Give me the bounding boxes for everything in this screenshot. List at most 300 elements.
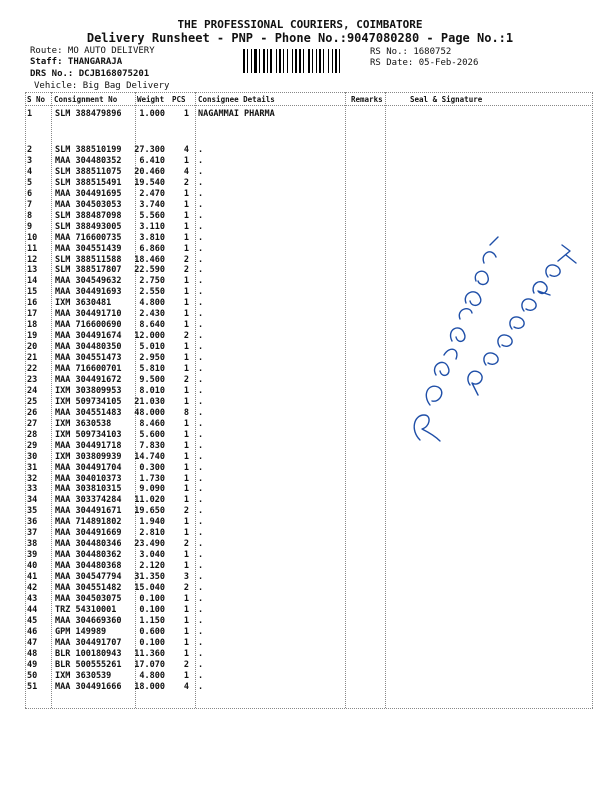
row-consignee: . (198, 429, 204, 440)
row-weight: 21.030 (134, 396, 165, 407)
row-sno: 15 (27, 287, 38, 298)
table-row (25, 660, 593, 670)
barcode-bar (328, 49, 329, 73)
row-consignment: MAA 716600735 (55, 232, 122, 243)
row-consignment: MAA 304491718 (55, 440, 122, 451)
row-consignment: SLM 388493005 (55, 221, 122, 232)
row-sno: 11 (27, 243, 38, 254)
row-weight: 8.640 (139, 320, 165, 331)
row-consignee: . (198, 177, 204, 188)
row-pcs: 2 (183, 265, 189, 276)
row-weight: 12.000 (134, 331, 165, 342)
row-consignee: . (198, 199, 204, 210)
row-consignee: . (198, 243, 204, 254)
barcode-bar (339, 49, 340, 73)
row-pcs: 1 (183, 276, 189, 287)
row-pcs: 2 (183, 331, 189, 342)
row-weight: 8.010 (139, 385, 165, 396)
row-consignment: MAA 304491693 (55, 287, 122, 298)
row-pcs: 1 (183, 561, 189, 572)
row-consignment: MAA 304491666 (55, 681, 122, 692)
row-consignment: SLM 388517807 (55, 265, 122, 276)
row-sno: 1 (27, 109, 33, 119)
row-pcs: 1 (183, 429, 189, 440)
row-sno: 33 (27, 484, 38, 495)
row-weight: 3.810 (139, 232, 165, 243)
row-sno: 2 (27, 145, 33, 155)
row-sno: 42 (27, 583, 38, 593)
row-pcs: 3 (183, 572, 189, 583)
row-consignee: . (198, 320, 204, 331)
row-consignment: MAA 304480346 (55, 539, 122, 550)
row-weight: 15.040 (134, 583, 165, 593)
row-consignment: MAA 303374284 (55, 495, 122, 506)
row-pcs: 2 (183, 539, 189, 550)
row-consignment: MAA 304480352 (55, 155, 122, 166)
row-consignment: IXM 303809939 (55, 451, 122, 462)
row-consignee: . (198, 210, 204, 221)
row-consignment: SLM 388511588 (55, 254, 122, 265)
row-consignment: MAA 304480362 (55, 550, 122, 561)
barcode-bar (276, 49, 277, 73)
table-row (25, 616, 593, 626)
runsheet-subtitle: Delivery Runsheet - PNP - Phone No.:9047080280 - Page No.:1 (86, 31, 514, 45)
row-consignment: BLR 500555261 (55, 659, 122, 670)
row-consignment: MAA 304491707 (55, 637, 122, 648)
row-pcs: 1 (183, 451, 189, 462)
table-row (25, 517, 593, 527)
row-consignee: . (198, 166, 204, 177)
row-weight: 9.090 (139, 484, 165, 495)
row-sno: 49 (27, 659, 38, 670)
row-sno: 27 (27, 418, 38, 429)
row-pcs: 4 (183, 681, 189, 692)
row-sno: 32 (27, 473, 38, 484)
row-sno: 21 (27, 353, 38, 364)
row-sno: 28 (27, 429, 38, 440)
table-row (25, 484, 593, 494)
row-weight: 31.350 (134, 572, 165, 583)
row-weight: 7.830 (139, 440, 165, 451)
row-consignee: . (198, 637, 204, 648)
row-consignment: MAA 716600690 (55, 320, 122, 331)
row-pcs: 2 (183, 374, 189, 385)
row-consignment: GPM 149989 (55, 626, 107, 637)
col-header-pcs: PCS (172, 95, 186, 104)
table-row (25, 649, 593, 659)
row-weight: 5.010 (139, 342, 165, 353)
row-pcs: 1 (183, 604, 189, 615)
row-weight: 2.750 (139, 276, 165, 287)
row-sno: 25 (27, 396, 38, 407)
row-consignment: MAA 304503053 (55, 199, 122, 210)
row-pcs: 2 (183, 506, 189, 517)
row-sno: 41 (27, 572, 38, 583)
row-consignment: MAA 304480368 (55, 561, 122, 572)
row-consignment: MAA 304551473 (55, 353, 122, 364)
row-consignee: . (198, 254, 204, 265)
row-weight: 3.110 (139, 221, 165, 232)
row-pcs: 1 (183, 528, 189, 539)
row-sno: 44 (27, 604, 38, 615)
col-header-weight: Weight (137, 95, 165, 104)
table-row (25, 528, 593, 538)
row-sno: 24 (27, 385, 38, 396)
table-row (25, 495, 593, 505)
table-row (25, 145, 593, 155)
row-consignment: IXM 509734105 (55, 396, 122, 407)
row-weight: 22.590 (134, 265, 165, 276)
row-weight: 8.460 (139, 418, 165, 429)
row-consignment: MAA 304549632 (55, 276, 122, 287)
row-consignment: SLM 388487098 (55, 210, 122, 221)
row-pcs: 1 (183, 210, 189, 221)
row-consignee: . (198, 331, 204, 342)
row-sno: 36 (27, 517, 38, 528)
row-weight: 6.410 (139, 155, 165, 166)
table-row (25, 561, 593, 571)
row-consignment: MAA 304551439 (55, 243, 122, 254)
row-consignee: . (198, 528, 204, 539)
row-pcs: 2 (183, 254, 189, 265)
table-row (25, 109, 593, 119)
row-consignee: . (198, 615, 204, 626)
row-sno: 19 (27, 331, 38, 342)
row-weight: 4.800 (139, 298, 165, 309)
row-pcs: 2 (183, 583, 189, 593)
row-consignee: . (198, 309, 204, 320)
barcode (243, 49, 366, 73)
row-weight: 18.000 (134, 681, 165, 692)
row-weight: 0.100 (139, 604, 165, 615)
barcode-bar (332, 49, 333, 73)
row-consignee: . (198, 385, 204, 396)
row-sno: 29 (27, 440, 38, 451)
row-pcs: 1 (183, 385, 189, 396)
col-header-signature: Seal & Signature (410, 95, 483, 104)
table-row (25, 189, 593, 199)
row-consignment: IXM 3630538 (55, 418, 112, 429)
table-row (25, 506, 593, 516)
row-consignee: . (198, 604, 204, 615)
row-weight: 18.460 (134, 254, 165, 265)
row-weight: 5.560 (139, 210, 165, 221)
table-row (25, 583, 593, 593)
route-label: Route: MO AUTO DELIVERY (30, 46, 155, 56)
barcode-bar (295, 49, 297, 73)
row-weight: 1.940 (139, 517, 165, 528)
row-weight: 17.070 (134, 659, 165, 670)
barcode-bar (283, 49, 284, 73)
row-consignee: . (198, 342, 204, 353)
row-weight: 0.100 (139, 637, 165, 648)
row-consignment: MAA 304547794 (55, 572, 122, 583)
barcode-bar (263, 49, 265, 73)
barcode-bar (267, 49, 268, 73)
row-pcs: 1 (183, 221, 189, 232)
table-row (25, 594, 593, 604)
row-pcs: 1 (183, 593, 189, 604)
row-consignment: TRZ 54310001 (55, 604, 117, 615)
row-pcs: 1 (183, 615, 189, 626)
row-sno: 14 (27, 276, 38, 287)
row-sno: 30 (27, 451, 38, 462)
row-consignment: BLR 100180943 (55, 648, 122, 659)
col-header-remarks: Remarks (351, 95, 383, 104)
col-header-consignee: Consignee Details (198, 95, 275, 104)
barcode-bar (270, 49, 272, 73)
row-sno: 12 (27, 254, 38, 265)
row-sno: 46 (27, 626, 38, 637)
row-weight: 2.810 (139, 528, 165, 539)
row-consignment: IXM 3630481 (55, 298, 112, 309)
row-weight: 27.300 (134, 145, 165, 155)
row-consignee: . (198, 626, 204, 637)
row-pcs: 2 (183, 659, 189, 670)
table-row (25, 682, 593, 692)
row-consignment: MAA 304491672 (55, 374, 122, 385)
row-pcs: 1 (183, 473, 189, 484)
row-sno: 40 (27, 561, 38, 572)
row-sno: 48 (27, 648, 38, 659)
rs-date: RS Date: 05-Feb-2026 (370, 58, 479, 68)
row-sno: 5 (27, 177, 33, 188)
row-weight: 2.120 (139, 561, 165, 572)
row-pcs: 4 (183, 166, 189, 177)
row-weight: 2.950 (139, 353, 165, 364)
row-weight: 9.500 (139, 374, 165, 385)
row-sno: 17 (27, 309, 38, 320)
row-consignment: MAA 304491671 (55, 506, 122, 517)
rs-number: RS No.: 1680752 (370, 47, 452, 57)
barcode-bar (251, 49, 252, 73)
barcode-bar (254, 49, 257, 73)
barcode-bar (243, 49, 245, 73)
barcode-bar (299, 49, 301, 73)
row-consignment: IXM 3630539 (55, 670, 112, 681)
row-consignee: . (198, 593, 204, 604)
barcode-bar (279, 49, 281, 73)
row-sno: 39 (27, 550, 38, 561)
row-weight: 11.020 (134, 495, 165, 506)
row-pcs: 1 (183, 309, 189, 320)
barcode-bar (319, 49, 321, 73)
row-consignee: . (198, 396, 204, 407)
row-consignee: . (198, 287, 204, 298)
row-sno: 34 (27, 495, 38, 506)
row-sno: 10 (27, 232, 38, 243)
barcode-bar (335, 49, 337, 73)
table-row (25, 572, 593, 582)
barcode-bar (259, 49, 260, 73)
row-consignment: MAA 304669360 (55, 615, 122, 626)
row-sno: 43 (27, 593, 38, 604)
row-sno: 9 (27, 221, 33, 232)
barcode-bar (287, 49, 288, 73)
table-top-rule (25, 92, 593, 93)
row-consignee: . (198, 188, 204, 199)
table-row (25, 550, 593, 560)
row-weight: 5.600 (139, 429, 165, 440)
table-row (25, 627, 593, 637)
row-consignment: MAA 304491695 (55, 188, 122, 199)
row-pcs: 1 (183, 440, 189, 451)
row-consignment: MAA 304503075 (55, 593, 122, 604)
row-sno: 16 (27, 298, 38, 309)
row-weight: 23.490 (134, 539, 165, 550)
row-pcs: 1 (183, 353, 189, 364)
row-consignee: . (198, 364, 204, 374)
row-consignee: . (198, 265, 204, 276)
table-row (25, 463, 593, 473)
row-sno: 6 (27, 188, 33, 199)
row-weight: 11.360 (134, 648, 165, 659)
row-pcs: 1 (183, 418, 189, 429)
row-sno: 23 (27, 374, 38, 385)
row-pcs: 1 (183, 109, 189, 119)
row-consignee: . (198, 561, 204, 572)
handwritten-signature (400, 215, 600, 455)
row-weight: 6.860 (139, 243, 165, 254)
row-sno: 45 (27, 615, 38, 626)
barcode-bar (303, 49, 304, 73)
row-pcs: 2 (183, 177, 189, 188)
row-sno: 3 (27, 155, 33, 166)
row-weight: 3.740 (139, 199, 165, 210)
row-sno: 7 (27, 199, 33, 210)
row-weight: 4.800 (139, 670, 165, 681)
row-pcs: 1 (183, 364, 189, 374)
row-consignee: . (198, 550, 204, 561)
barcode-bar (316, 49, 317, 73)
vehicle-label: Vehicle: Big Bag Delivery (34, 81, 170, 91)
row-weight: 0.100 (139, 593, 165, 604)
row-consignment: IXM 509734103 (55, 429, 122, 440)
row-consignment: MAA 304480350 (55, 342, 122, 353)
row-pcs: 1 (183, 232, 189, 243)
row-consignment: MAA 304491710 (55, 309, 122, 320)
row-consignee: . (198, 572, 204, 583)
row-weight: 19.650 (134, 506, 165, 517)
row-consignee: . (198, 462, 204, 473)
table-header-rule (25, 105, 593, 106)
table-bottom-rule (25, 708, 593, 709)
row-consignee: . (198, 276, 204, 287)
row-consignment: SLM 388511075 (55, 166, 122, 177)
row-pcs: 1 (183, 320, 189, 331)
row-consignee: . (198, 374, 204, 385)
row-consignee: . (198, 484, 204, 495)
table-row (25, 474, 593, 484)
row-consignee: . (198, 681, 204, 692)
row-consignee: . (198, 155, 204, 166)
row-sno: 50 (27, 670, 38, 681)
row-pcs: 1 (183, 188, 189, 199)
row-sno: 47 (27, 637, 38, 648)
row-consignee: . (198, 517, 204, 528)
row-consignment: SLM 388479896 (55, 109, 122, 119)
table-row (25, 200, 593, 210)
row-consignee: . (198, 440, 204, 451)
row-consignee: . (198, 451, 204, 462)
row-pcs: 1 (183, 550, 189, 561)
row-consignment: IXM 303809953 (55, 385, 122, 396)
col-header-consignment: Consignment No (54, 95, 118, 104)
row-pcs: 1 (183, 517, 189, 528)
row-sno: 35 (27, 506, 38, 517)
row-consignee: . (198, 407, 204, 418)
row-consignment: SLM 388515491 (55, 177, 122, 188)
row-pcs: 8 (183, 407, 189, 418)
row-consignment: MAA 714891802 (55, 517, 122, 528)
row-consignment: MAA 304491704 (55, 462, 122, 473)
row-consignee: . (198, 418, 204, 429)
table-row (25, 167, 593, 177)
row-weight: 1.730 (139, 473, 165, 484)
row-weight: 1.150 (139, 615, 165, 626)
row-consignment: MAA 716600701 (55, 364, 122, 374)
barcode-bar (292, 49, 293, 73)
row-weight: 14.740 (134, 451, 165, 462)
row-consignee: . (198, 221, 204, 232)
row-consignee: . (198, 506, 204, 517)
staff-label: Staff: THANGARAJA (30, 57, 123, 67)
barcode-bar (308, 49, 310, 73)
row-sno: 38 (27, 539, 38, 550)
row-sno: 8 (27, 210, 33, 221)
row-pcs: 1 (183, 637, 189, 648)
row-consignment: SLM 388510199 (55, 145, 122, 155)
row-consignee: . (198, 145, 204, 155)
row-weight: 2.550 (139, 287, 165, 298)
row-pcs: 1 (183, 199, 189, 210)
row-weight: 2.470 (139, 188, 165, 199)
row-pcs: 1 (183, 243, 189, 254)
drs-number: DRS No.: DCJB168075201 (30, 69, 150, 79)
row-weight: 2.430 (139, 309, 165, 320)
row-sno: 22 (27, 364, 38, 374)
table-row (25, 178, 593, 188)
row-sno: 18 (27, 320, 38, 331)
row-consignee: . (198, 539, 204, 550)
row-pcs: 1 (183, 670, 189, 681)
row-weight: 3.040 (139, 550, 165, 561)
row-consignee: . (198, 648, 204, 659)
row-weight: 48.000 (134, 407, 165, 418)
table-row (25, 156, 593, 166)
row-pcs: 1 (183, 626, 189, 637)
row-pcs: 4 (183, 145, 189, 155)
row-consignee: . (198, 670, 204, 681)
row-weight: 20.460 (134, 166, 165, 177)
row-consignment: MAA 304551482 (55, 583, 122, 593)
row-sno: 51 (27, 681, 38, 692)
row-sno: 26 (27, 407, 38, 418)
row-consignee: . (198, 473, 204, 484)
row-consignment: MAA 304551483 (55, 407, 122, 418)
row-sno: 20 (27, 342, 38, 353)
row-consignment: MAA 304491669 (55, 528, 122, 539)
col-header-sno: S No (27, 95, 46, 104)
row-weight: 19.540 (134, 177, 165, 188)
row-consignee: . (198, 232, 204, 243)
barcode-bar (312, 49, 313, 73)
row-consignee: . (198, 353, 204, 364)
company-title: THE PROFESSIONAL COURIERS, COIMBATORE (177, 18, 423, 31)
table-row (25, 638, 593, 648)
row-pcs: 1 (183, 342, 189, 353)
table-row (25, 539, 593, 549)
